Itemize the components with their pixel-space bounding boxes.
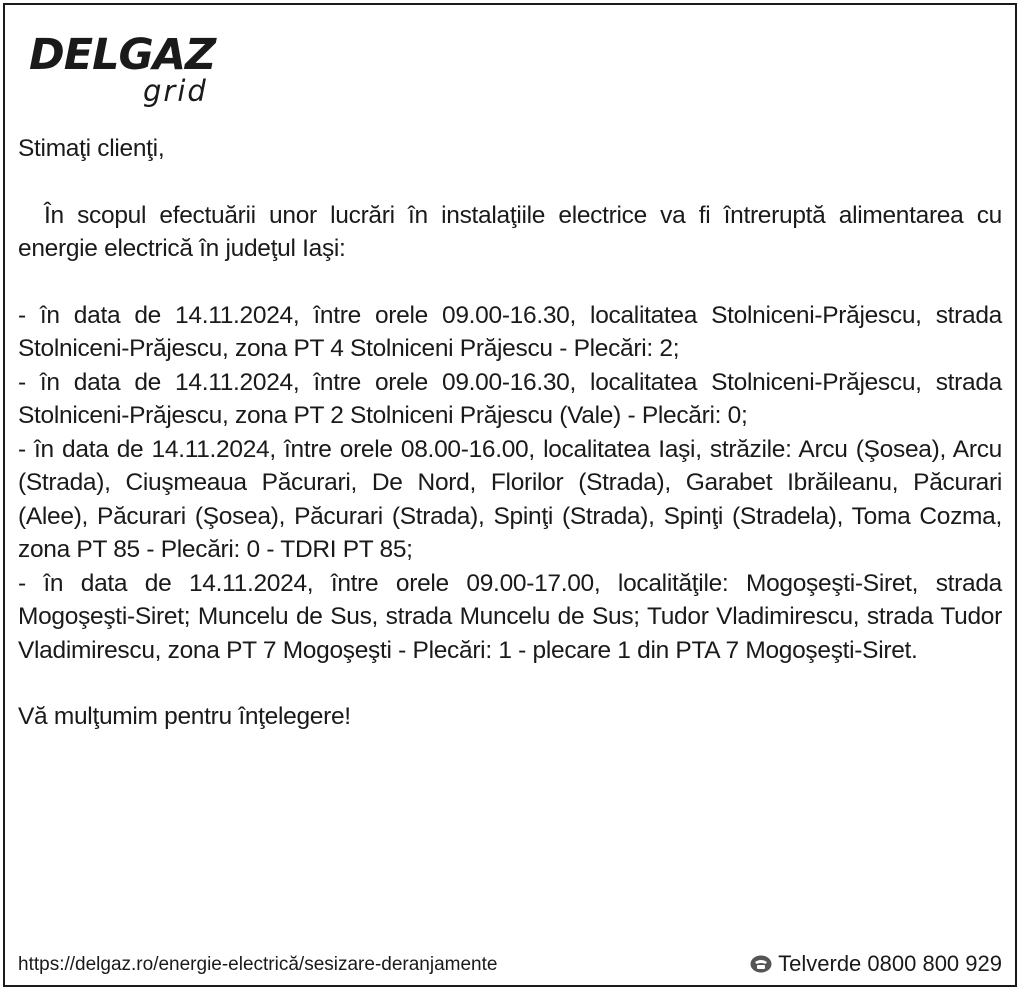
notice-body	[18, 132, 1002, 734]
delgaz-grid-logo	[29, 31, 229, 111]
hotline-number: Telverde 0800 800 929	[778, 951, 1002, 976]
logo-brand: DELGAZ	[29, 30, 216, 80]
hotline	[750, 950, 1002, 978]
report-link[interactable]: https://delgaz.ro/energie-electrică/sesizare-deranjamente	[18, 954, 498, 975]
footer	[18, 952, 1008, 980]
phone-icon	[750, 955, 772, 973]
outage-item: - în data de 14.11.2024, între orele 08.00-16.00, localitatea Iaşi, străzile: Arcu (Şosea), Arcu (Strada), Ciuşmeaua Păcurari, De Nord, Florilor (Strada), Garabet Ibrăileanu, Păcurari (Alee), Păcurari (Şosea), Păcurari (Strada), Spinţi (Strada), Spinţi (Stradela), Toma Cozma, zona PT 85 - Plecări: 0 - TDRI PT 85;	[18, 435, 1002, 563]
outage-item: - în data de 14.11.2024, între orele 09.00-16.30, localitatea Stolniceni-Prăjescu, strada Stolniceni-Prăjescu, zona PT 2 Stolniceni Prăjescu (Vale) - Plecări: 0;	[18, 368, 1002, 429]
thanks-line: Vă mulţumim pentru înţelegere!	[18, 703, 351, 730]
logo-sub: grid	[143, 74, 208, 108]
intro-paragraph: În scopul efectuării unor lucrări în instalaţiile electrice va fi întreruptă alimentarea cu energie electrică în judeţul Iaşi:	[18, 201, 1002, 262]
outage-item: - în data de 14.11.2024, între orele 09.00-16.30, localitatea Stolniceni-Prăjescu, strada Stolniceni-Prăjescu, zona PT 4 Stolniceni Prăjescu - Plecări: 2;	[18, 301, 1002, 362]
outage-item: - în data de 14.11.2024, între orele 09.00-17.00, localităţile: Mogoşeşti-Siret, strada Mogoşeşti-Siret; Muncelu de Sus, strada Muncelu de Sus; Tudor Vladimirescu, strada Tudor Vladimirescu, zona PT 7 Mogoşeşti - Plecări: 1 - plecare 1 din PTA 7 Mogoşeşti-Siret.	[18, 569, 1002, 664]
greeting: Stimaţi clienţi,	[18, 135, 165, 162]
